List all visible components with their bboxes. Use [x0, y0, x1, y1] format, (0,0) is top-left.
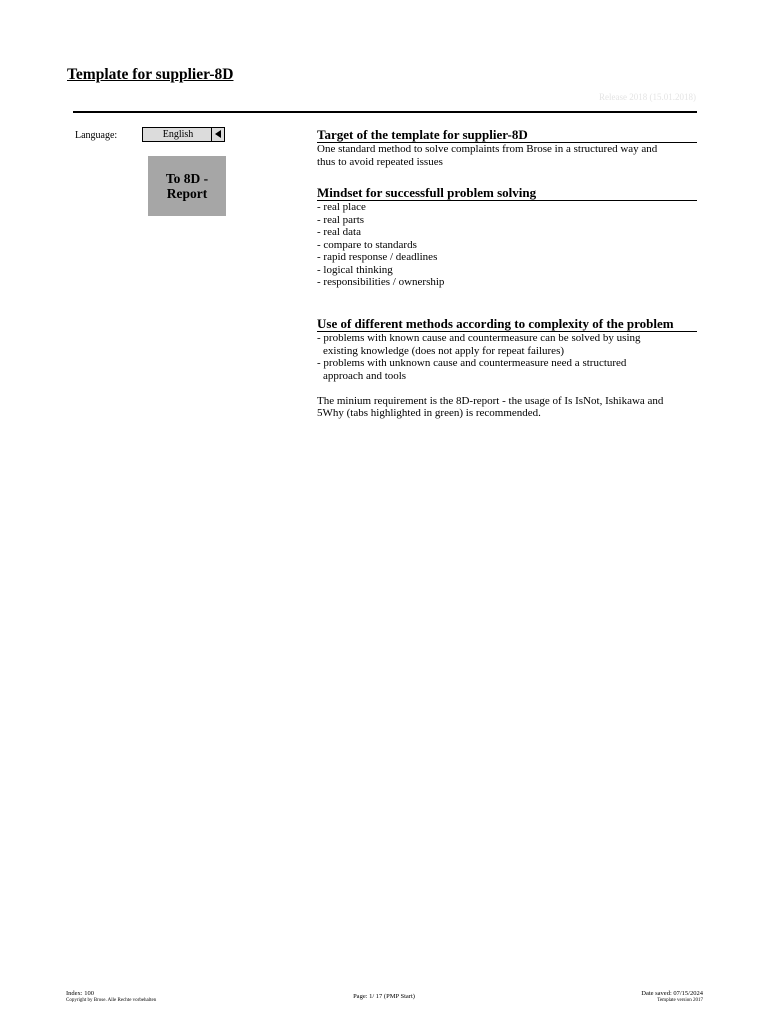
target-line: One standard method to solve complaints from Brose in a structured way and — [317, 143, 658, 155]
mindset-section — [317, 185, 697, 289]
language-dropdown[interactable] — [142, 127, 225, 142]
footer-date-saved: Date saved: 07/15/2024 — [641, 990, 703, 997]
language-selected-value: English — [162, 129, 194, 140]
methods-line: existing knowledge (does not apply for repeat failures) — [323, 344, 565, 357]
mindset-item: - real data — [317, 226, 361, 238]
mindset-item: - real parts — [317, 213, 365, 226]
page-title: Template for supplier-8D — [67, 66, 234, 83]
methods-line: approach and tools — [323, 369, 407, 382]
mindset-item: - real place — [317, 201, 366, 213]
mindset-item: - rapid response / deadlines — [317, 251, 438, 263]
methods-note-line: 5Why (tabs highlighted in green) is recommended. — [317, 407, 541, 419]
target-section — [317, 127, 697, 168]
methods-section — [317, 316, 697, 420]
mindset-heading: Mindset for successfull problem solving — [317, 185, 697, 201]
target-line: thus to avoid repeated issues — [317, 155, 443, 168]
methods-heading: Use of different methods according to complexity of the problem — [317, 316, 697, 332]
footer-right — [641, 990, 703, 1004]
methods-line: - problems with unknown cause and countermeasure need a structured — [317, 357, 627, 369]
methods-note-line: The minium requirement is the 8D-report - the usage of Is IsNot, Ishikawa and — [317, 394, 664, 407]
footer-copyright: Copyright by Brose. Alle Rechte vorbehalten — [66, 998, 157, 1003]
footer-template-version: Template version 2017 — [657, 998, 703, 1003]
to-8d-report-button[interactable]: To 8D - Report — [148, 156, 226, 216]
dropdown-arrow-icon[interactable] — [211, 128, 224, 141]
mindset-item: - compare to standards — [317, 238, 417, 251]
release-info: Release 2018 (15.01.2018) — [599, 92, 696, 102]
header-divider — [73, 111, 697, 113]
mindset-item: - logical thinking — [317, 263, 393, 276]
footer-page: Page: 1/ 17 (PMP Start) — [353, 993, 415, 1000]
mindset-item: - responsibilities / ownership — [317, 276, 445, 288]
target-heading: Target of the template for supplier-8D — [317, 127, 697, 143]
language-label: Language: — [75, 130, 118, 141]
methods-line: - problems with known cause and countermeasure can be solved by using — [317, 332, 641, 344]
footer-index: Index: 100 — [66, 990, 94, 997]
